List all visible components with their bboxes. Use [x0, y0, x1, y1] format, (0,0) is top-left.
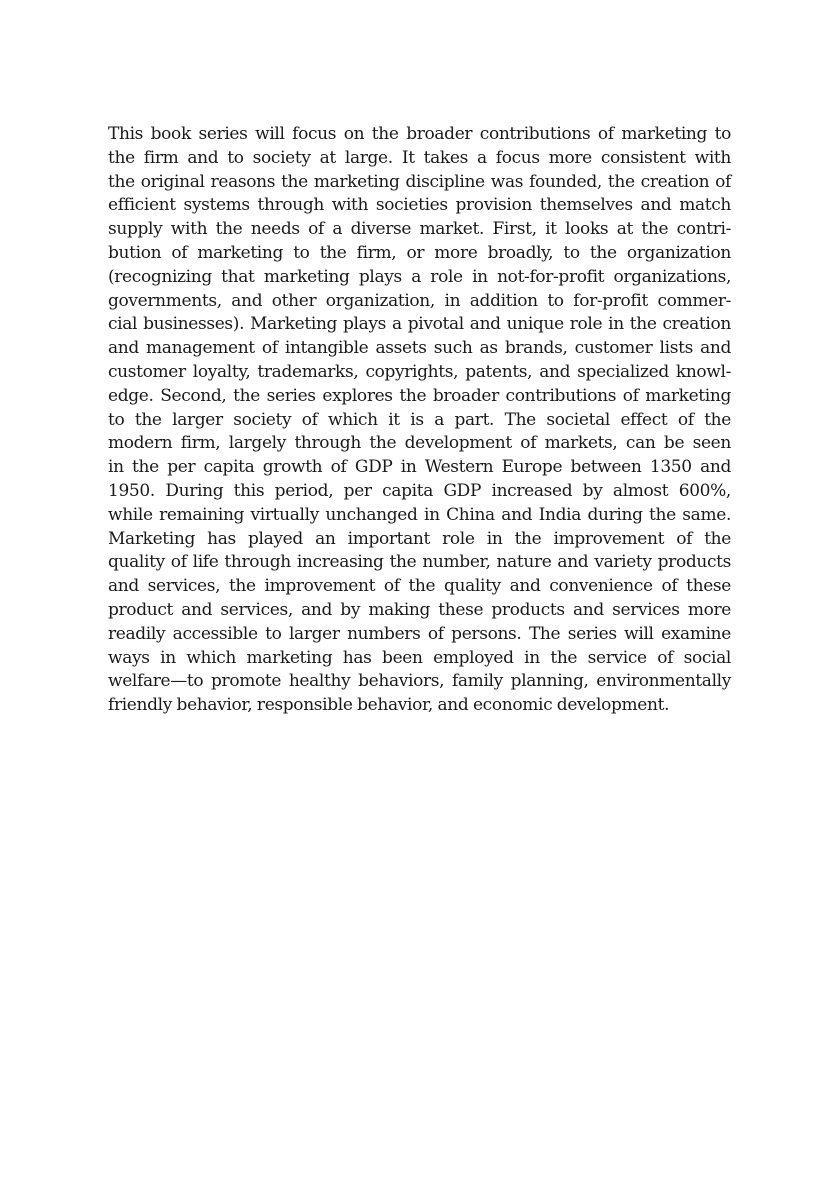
paragraph-line: to the larger society of which it is a part. The societal effect of the — [108, 409, 731, 430]
paragraph-line: in the per capita growth of GDP in Western Europe between 1350 and — [108, 457, 731, 478]
paragraph-line: and services, the improvement of the quality and convenience of these — [108, 576, 731, 597]
paragraph-line: modern firm, largely through the development of markets, can be seen — [108, 433, 731, 454]
paragraph-line: bution of marketing to the firm, or more broadly, to the organization — [108, 242, 731, 263]
paragraph-line: Marketing has played an important role in the improvement of the — [108, 528, 731, 549]
paragraph-line: while remaining virtually unchanged in China and India during the same. — [108, 504, 731, 525]
paragraph-line: This book series will focus on the broader contributions of marketing to — [108, 124, 731, 144]
paragraph-line: welfare—to promote healthy behaviors, family planning, environmentally — [108, 671, 731, 692]
paragraph-line: friendly behavior, responsible behavior, and economic development. — [108, 695, 670, 716]
paragraph-line: and management of intangible assets such as brands, customer lists and — [108, 338, 731, 359]
paragraph-line: the firm and to society at large. It takes a focus more consistent with — [108, 147, 731, 168]
paragraph-line: cial businesses). Marketing plays a pivotal and unique role in the creation — [108, 314, 731, 335]
series-description-paragraph — [108, 123, 731, 718]
paragraph-line: supply with the needs of a diverse market. First, it looks at the contri- — [108, 219, 731, 240]
paragraph-line: ways in which marketing has been employed in the service of social — [108, 647, 731, 668]
paragraph-line: 1950. During this period, per capita GDP increased by almost 600%, — [108, 480, 731, 501]
paragraph-line: (recognizing that marketing plays a role in not-for-profit organizations, — [108, 266, 731, 287]
paragraph-line: edge. Second, the series explores the broader contributions of marketing — [108, 385, 731, 406]
paragraph-line: the original reasons the marketing discipline was founded, the creation of — [108, 171, 731, 192]
paragraph-line: efficient systems through with societies provision themselves and match — [108, 195, 731, 216]
paragraph-line: customer loyalty, trademarks, copyrights, patents, and specialized knowl- — [108, 361, 731, 382]
paragraph-line: readily accessible to larger numbers of persons. The series will examine — [108, 623, 731, 644]
paragraph-line: governments, and other organization, in addition to for-profit commer- — [108, 290, 731, 311]
paragraph-line: quality of life through increasing the number, nature and variety products — [108, 552, 731, 573]
paragraph-line: product and services, and by making these products and services more — [108, 599, 731, 620]
